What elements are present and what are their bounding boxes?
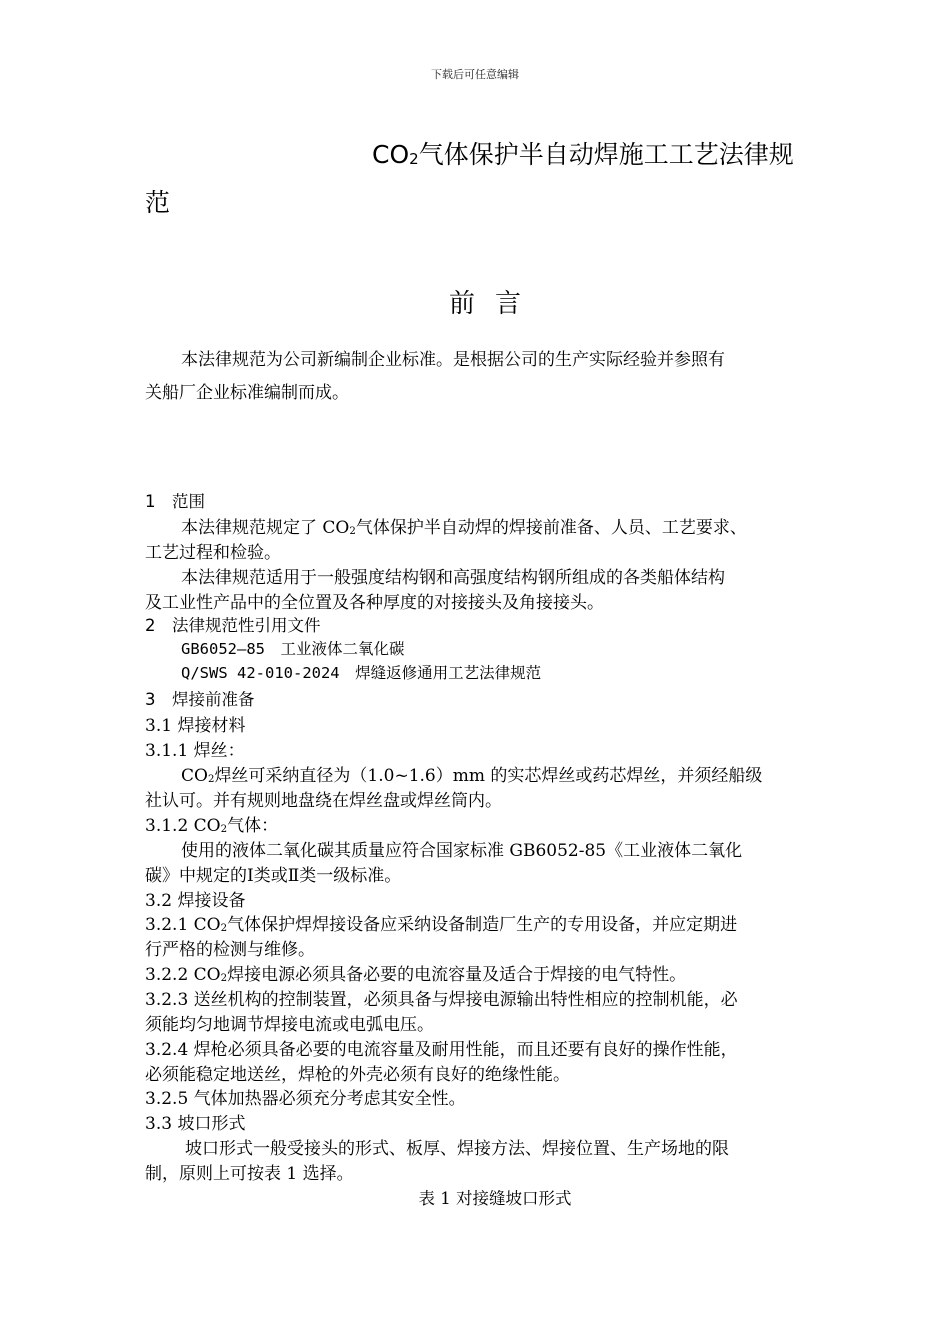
paragraph-line: 3.2.5 气体加热器必须充分考虑其安全性。 — [145, 1089, 466, 1109]
paragraph-line: 须能均匀地调节焊接电流或电弧电压。 — [145, 1015, 434, 1035]
subsection-heading: 3.1.2 $CO_2$气体： — [145, 816, 279, 836]
paragraph-line: 工艺过程和检验。 — [145, 543, 281, 563]
paragraph-line: 制，原则上可按表 1 选择。 — [145, 1164, 354, 1184]
subsection-heading: 3.3 坡口形式 — [145, 1114, 246, 1134]
paragraph-line: 及工业性产品中的全位置及各种厚度的对接接头及角接接头。 — [145, 593, 604, 613]
reference-item: GB6052—85 工业液体二氧化碳 — [181, 640, 405, 658]
paragraph-line: 必须能稳定地送丝，焊枪的外壳必须有良好的绝缘性能。 — [145, 1065, 570, 1085]
paragraph-line: 碳》中规定的Ⅰ类或Ⅱ类一级标准。 — [145, 866, 402, 886]
reference-item: Q/SWS 42-010-2024 焊缝返修通用工艺法律规范 — [181, 664, 542, 682]
section-heading: 1 范围 — [145, 492, 205, 511]
paragraph-line: 本法律规范适用于一般强度结构钢和高强度结构钢所组成的各类船体结构 — [181, 568, 725, 588]
paragraph-line: 行严格的检测与维修。 — [145, 940, 315, 960]
subsection-heading: 3.1 焊接材料 — [145, 716, 246, 736]
paragraph-line: 3.2.2 $CO_2$焊接电源必须具备必要的电流容量及适合于焊接的电气特性。 — [145, 965, 687, 985]
preface-text: 关船厂企业标准编制而成。 — [145, 383, 349, 403]
section-heading: 2 法律规范性引用文件 — [145, 616, 321, 635]
document-title-line1: $CO_2$气体保护半自动焊施工工艺法律规 — [372, 140, 794, 169]
paragraph-line: 社认可。并有规则地盘绕在焊丝盘或焊丝筒内。 — [145, 791, 502, 811]
paragraph-line: 本法律规范规定了 $CO_2$气体保护半自动焊的焊接前准备、人员、工艺要求、 — [181, 518, 747, 538]
document-title-line2: 范 — [145, 188, 171, 217]
page-header: 下载后可任意编辑 — [431, 68, 519, 81]
paragraph-line: 3.2.3 送丝机构的控制装置，必须具备与焊接电源输出特性相应的控制机能，必 — [145, 990, 738, 1010]
subsection-heading: 3.2 焊接设备 — [145, 891, 246, 911]
paragraph-line: $CO_2$焊丝可采纳直径为（1.0~1.6）mm 的实芯焊丝或药芯焊丝，并须经船级 — [181, 766, 763, 786]
paragraph-line: 3.2.4 焊枪必须具备必要的电流容量及耐用性能，而且还要有良好的操作性能， — [145, 1040, 738, 1060]
paragraph-line: 3.2.1 $CO_2$气体保护焊焊接设备应采纳设备制造厂生产的专用设备，并应定期进 — [145, 915, 738, 935]
table-caption: 表 1 对接缝坡口形式 — [418, 1189, 572, 1208]
paragraph-line: 坡口形式一般受接头的形式、板厚、焊接方法、焊接位置、生产场地的限 — [185, 1139, 729, 1159]
subsection-heading: 3.1.1 焊丝： — [145, 741, 245, 761]
paragraph-line: 使用的液体二氧化碳其质量应符合国家标准 GB6052-85《工业液体二氧化 — [181, 841, 743, 861]
preface-heading: 前言 — [448, 289, 541, 319]
preface-text: 本法律规范为公司新编制企业标准。是根据公司的生产实际经验并参照有 — [181, 350, 725, 370]
section-heading: 3 焊接前准备 — [145, 690, 255, 709]
